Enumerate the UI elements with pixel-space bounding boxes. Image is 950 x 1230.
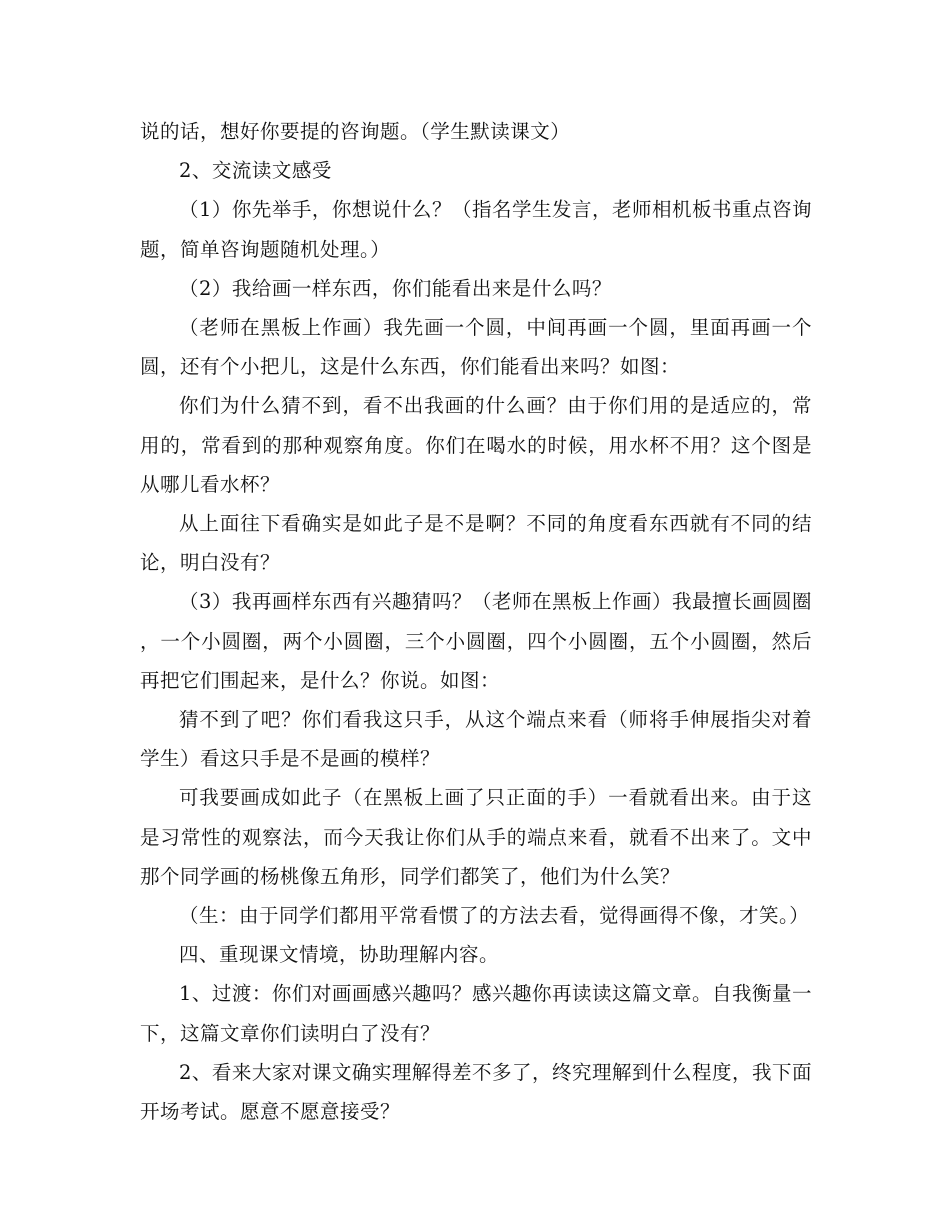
- paragraph-7: 从上面往下看确实是如此子是不是啊？不同的角度看东西就有不同的结论，明白没有？: [140, 512, 812, 575]
- paragraph-6: 你们为什么猜不到，看不出我画的什么画？由于你们用的是适应的，常用的，常看到的那种观察角度。你们在喝水的时候，用水杯不用？这个图是从哪儿看水杯？: [140, 394, 812, 496]
- paragraph-2: 2、交流读文感受: [179, 159, 332, 183]
- paragraph-9: 猜不到了吧？你们看我这只手，从这个端点来看（师将手伸展指尖对着学生）看这只手是不是画的模样？: [140, 708, 812, 771]
- paragraph-12: 四、重现课文情境，协助理解内容。: [179, 943, 500, 967]
- paragraph-1: 说的话，想好你要提的咨询题。（学生默读课文）: [140, 120, 571, 143]
- paragraph-11: （生：由于同学们都用平常看惯了的方法去看，觉得画得不像，才笑。）: [179, 904, 810, 928]
- paragraph-3: （1）你先举手，你想说什么？（指名学生发言，老师相机板书重点咨询题，简单咨询题随机处理。）: [140, 198, 812, 261]
- document-body: [140, 112, 812, 1131]
- paragraph-10: 可我要画成如此子（在黑板上画了只正面的手）一看就看出来。由于这是习常性的观察法，而今天我让你们从手的端点来看，就看不出来了。文中那个同学画的杨桃像五角形，同学们都笑了，他们为什么笑？: [140, 786, 812, 888]
- paragraph-4: （2）我给画一样东西，你们能看出来是什么吗？: [179, 276, 612, 300]
- paragraph-14: 2、看来大家对课文确实理解得差不多了，终究理解到什么程度，我下面开场考试。愿意不愿意接受？: [140, 1060, 812, 1124]
- paragraph-13: 1、过渡：你们对画画感兴趣吗？感兴趣你再读读这篇文章。自我衡量一下，这篇文章你们读明白了没有？: [140, 982, 812, 1045]
- paragraph-8: （3）我再画样东西有兴趣猜吗？（老师在黑板上作画）我最擅长画圆圈，一个小圆圈，两个小圆圈，三个小圆圈，四个小圆圈，五个小圆圈，然后再把它们围起来，是什么？你说。如图：: [140, 590, 812, 692]
- paragraph-5: （老师在黑板上作画）我先画一个圆，中间再画一个圆，里面再画一个圆，还有个小把儿，这是什么东西，你们能看出来吗？如图：: [140, 316, 812, 379]
